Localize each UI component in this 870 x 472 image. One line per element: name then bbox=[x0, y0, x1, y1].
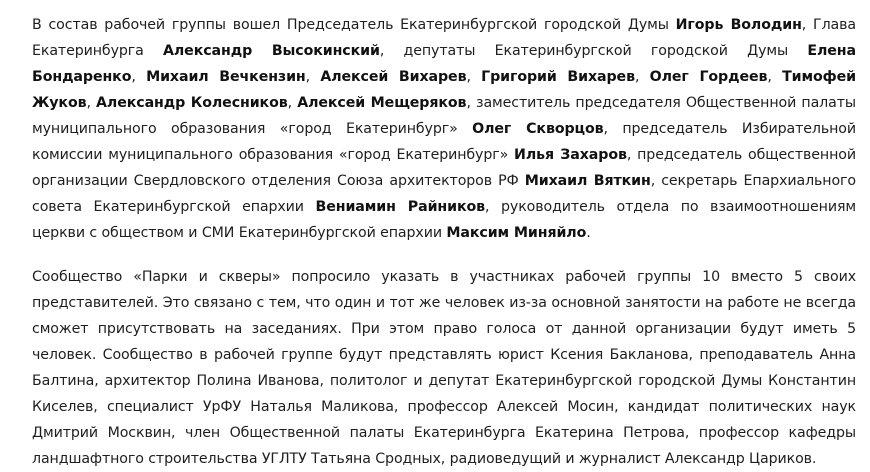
paragraph-text: , bbox=[86, 95, 97, 111]
person-name: Александр Высокинский bbox=[163, 43, 380, 59]
paragraph-text: , руководитель отдела по взаимоотношениям церкви с обществом и СМИ Екатеринбургской епархии bbox=[32, 199, 857, 241]
person-name: Вениамин Райников bbox=[315, 199, 486, 215]
paragraph-text: , bbox=[466, 69, 482, 85]
person-name: Александр Колесников bbox=[96, 95, 288, 111]
paragraph-text: , председатель общественной организации Свердловского отделения Союза архитекторов РФ bbox=[32, 147, 856, 189]
person-name: Олег Гордеев bbox=[649, 69, 768, 85]
person-name: Илья Захаров bbox=[514, 147, 627, 163]
person-name: Максим Миняйло bbox=[446, 225, 587, 241]
person-name: Олег Скворцов bbox=[472, 121, 604, 137]
person-name: Игорь Володин bbox=[675, 17, 802, 33]
paragraph-text: В состав рабочей группы вошел Председатель Екатеринбургской городской Думы bbox=[32, 17, 676, 33]
paragraph-parks-community: Сообщество «Парки и скверы» попросило указать в участниках рабочей группы 10 вместо 5 своих представителей. Это связано с тем, что один и тот же человек из-за основной занятости на работе не всегда сможет присутствовать на заседаниях. При этом право голоса от данной организации будут иметь 5 человек. Сообщество в рабочей группе будут представлять юрист Ксения Бакланова, преподаватель Анна Балтина, архитектор Полина Иванова, политолог и депутат Екатеринбургской городской Думы Константин Киселев, специалист УрФУ Наталья Маликова, профессор Алексей Мосин, кандидат политических наук Дмитрий Москвин, член Общественной палаты Екатеринбурга Екатерина Петрова, профессор кафедры ландшафтного строительства УГЛТУ Татьяна Сродных, радиоведущий и журналист Александр Цариков. bbox=[32, 269, 856, 467]
article-body bbox=[32, 12, 856, 472]
paragraph-text: , председатель Избирательной комиссии муниципального образования «город Екатеринбург» bbox=[32, 121, 856, 163]
person-name: Михаил Вечкензин bbox=[146, 69, 306, 85]
paragraph-text: . bbox=[586, 225, 591, 241]
paragraph-working-group-members bbox=[32, 12, 856, 246]
person-name: Елена Бондаренко bbox=[32, 43, 856, 85]
paragraph-text: , депутаты Екатеринбургской городской Думы bbox=[379, 43, 808, 59]
paragraph-text: , bbox=[767, 69, 783, 85]
person-name: Алексей Мещеряков bbox=[297, 95, 467, 111]
paragraph-text: , bbox=[131, 69, 147, 85]
person-name: Алексей Вихарев bbox=[320, 69, 467, 85]
paragraph-text: , bbox=[634, 69, 650, 85]
paragraph-text: , bbox=[287, 95, 298, 111]
person-name: Михаил Вяткин bbox=[524, 173, 651, 189]
person-name: Тимофей Жуков bbox=[32, 69, 856, 111]
paragraph-text: , секретарь Епархиального совета Екатеринбургской епархии bbox=[32, 173, 856, 215]
paragraph-text: , заместитель председателя Общественной палаты муниципального образования «город Екатеринбург» bbox=[32, 95, 856, 137]
paragraph-text: , Глава Екатеринбурга bbox=[32, 17, 856, 59]
person-name: Григорий Вихарев bbox=[481, 69, 635, 85]
paragraph-text: , bbox=[305, 69, 321, 85]
